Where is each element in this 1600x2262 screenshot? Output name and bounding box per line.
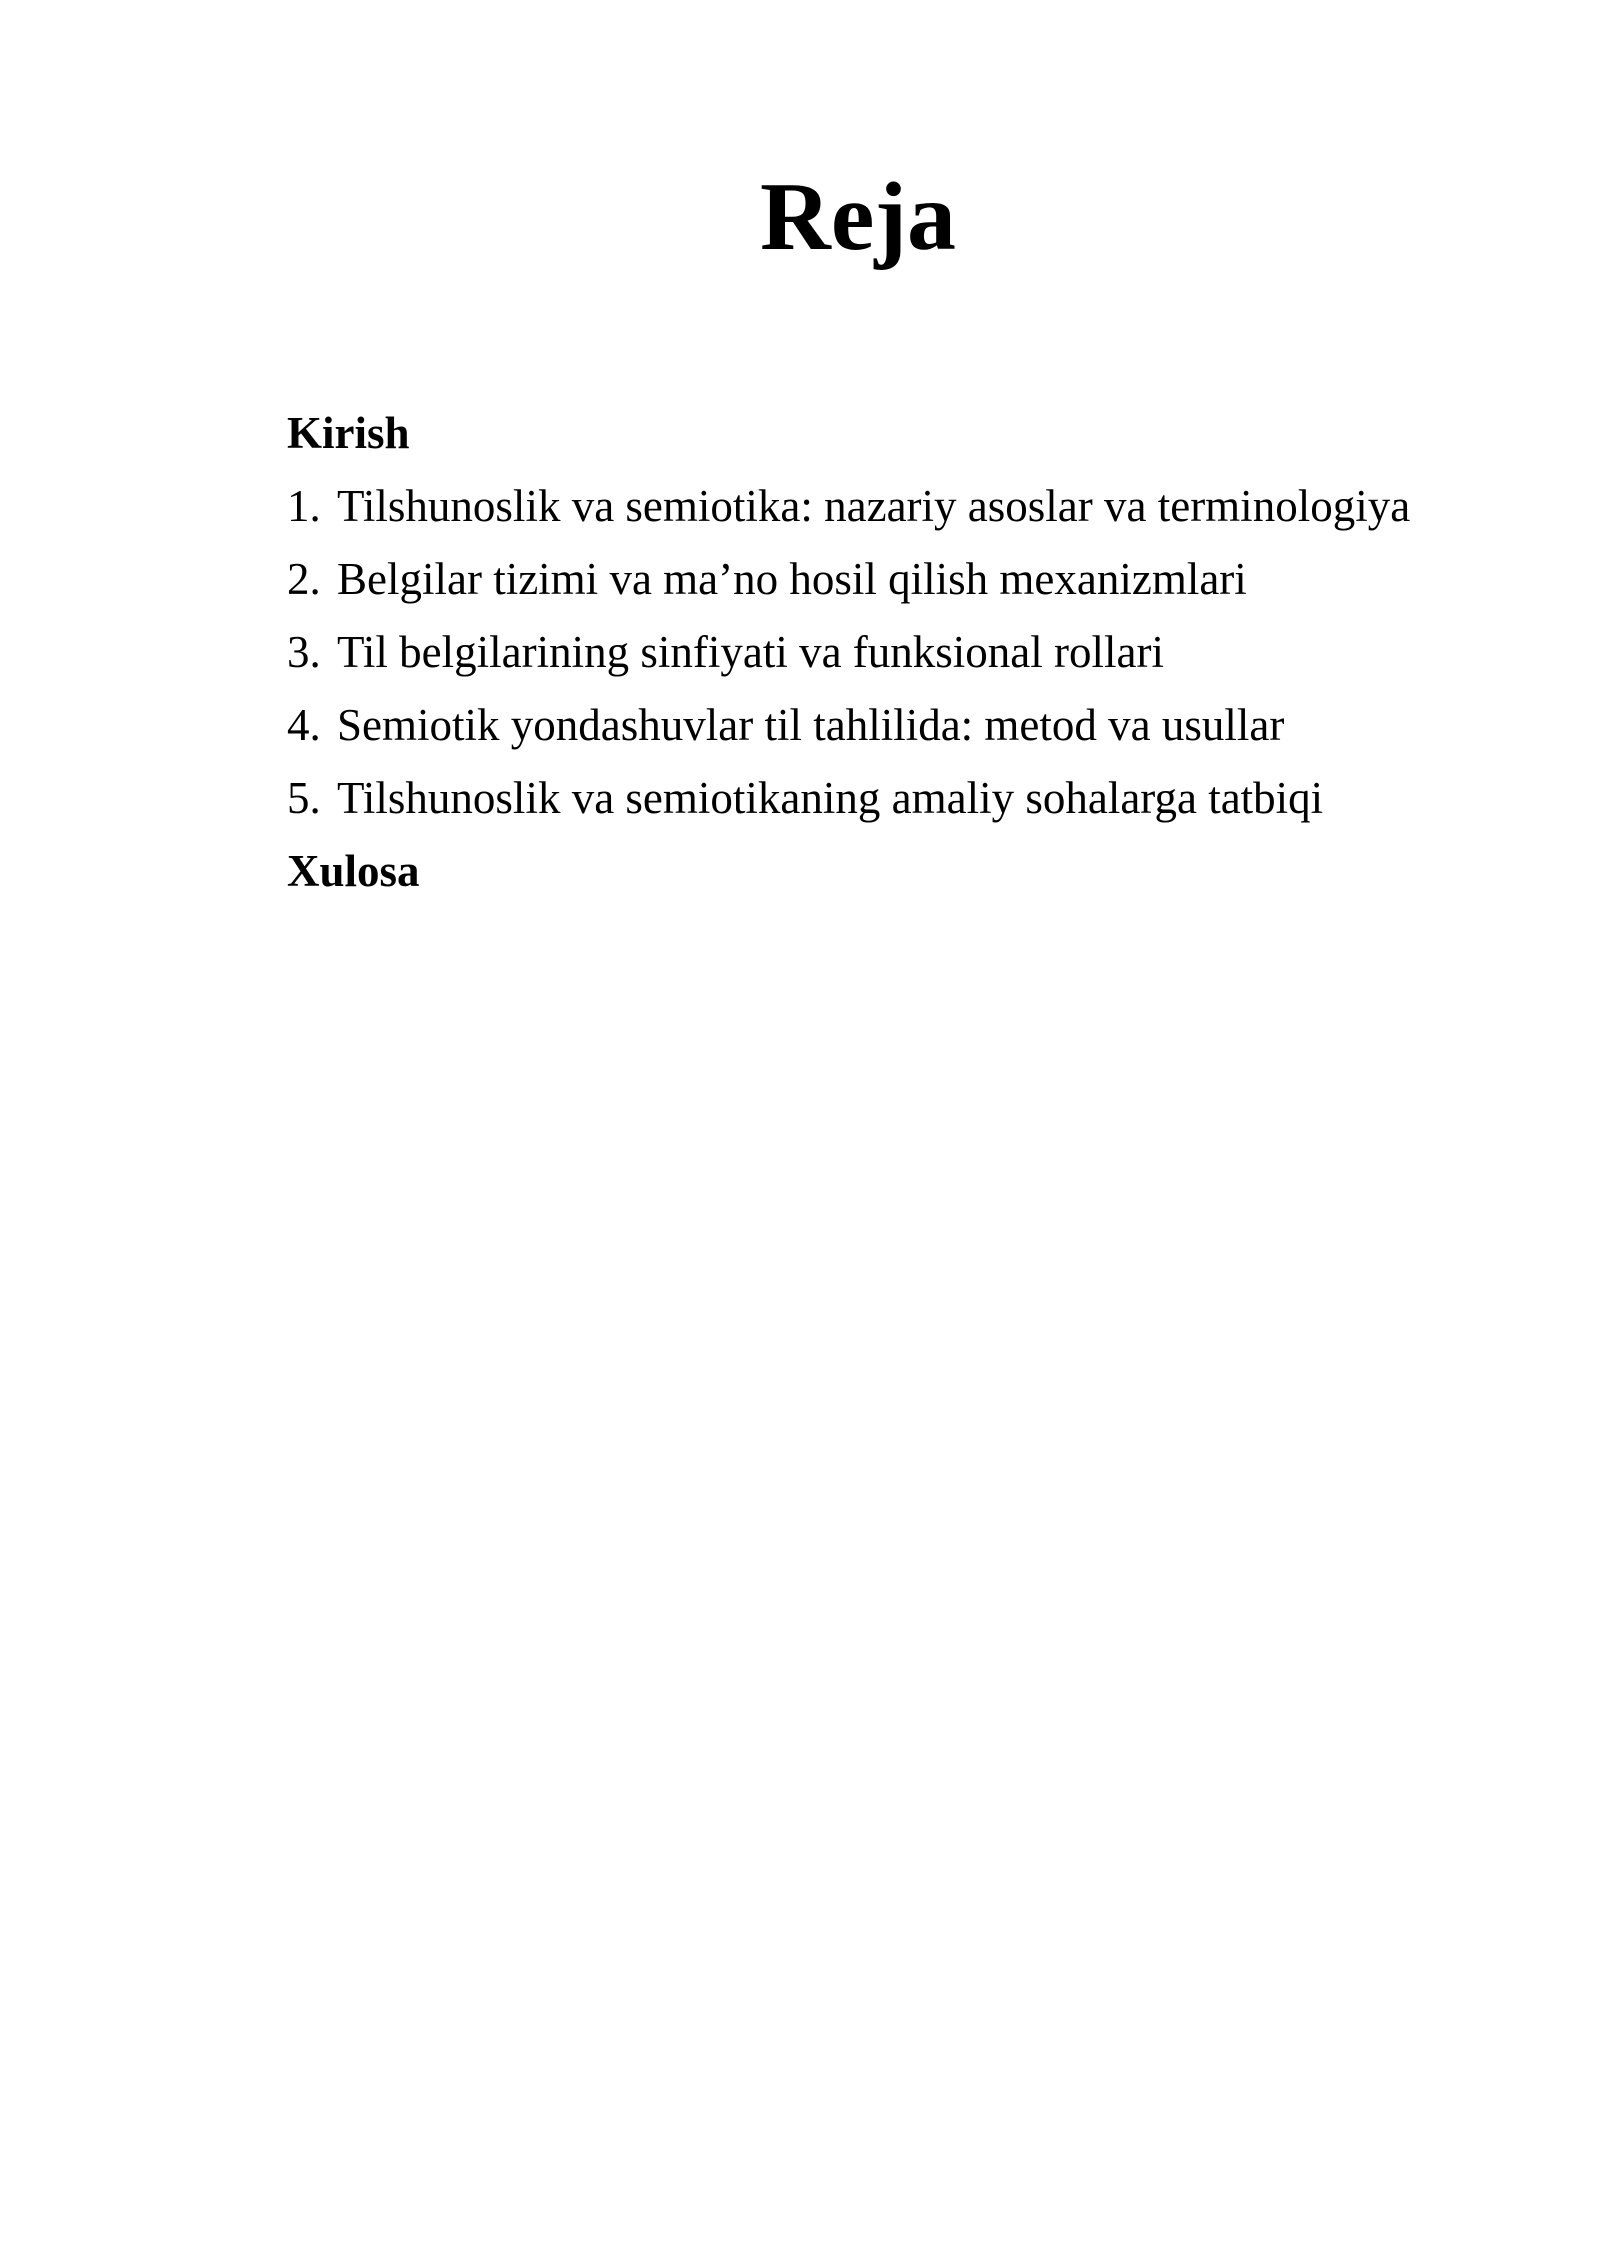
plan-item-text: Til belgilarining sinfiyati va funksional rollari (337, 627, 1164, 677)
page-title: Reja (760, 163, 956, 271)
plan-item-number: 1. (287, 481, 321, 531)
plan-item (287, 552, 1537, 625)
plan-item-number: 3. (287, 627, 321, 677)
plan-item-number: 5. (287, 773, 321, 823)
plan-item-number: 4. (287, 700, 321, 750)
plan-item-text: Semiotik yondashuvlar til tahlilida: metod va usullar (337, 700, 1285, 750)
plan-item (287, 698, 1537, 771)
plan-item-text: Belgilar tizimi va ma’no hosil qilish mexanizmlari (337, 554, 1247, 604)
plan-list (287, 406, 1537, 917)
intro-heading: Kirish (287, 408, 410, 458)
conclusion-heading: Xulosa (287, 846, 420, 896)
plan-item (287, 625, 1537, 698)
plan-item (287, 479, 1537, 552)
plan-item-text: Tilshunoslik va semiotikaning amaliy sohalarga tatbiqi (337, 773, 1324, 823)
plan-item-number: 2. (287, 554, 321, 604)
plan-item-text: Tilshunoslik va semiotika: nazariy asoslar va terminologiya (337, 481, 1411, 531)
plan-item (287, 771, 1537, 844)
